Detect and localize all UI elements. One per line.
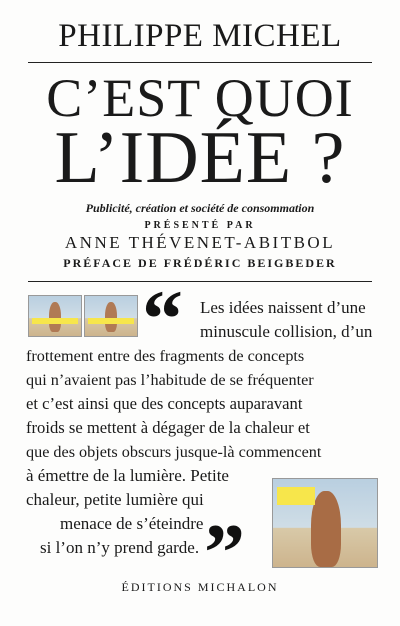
middle-divider bbox=[28, 281, 372, 282]
quote-line: que des objets obscurs jusque-là commencent bbox=[26, 443, 322, 461]
quote-line: qui n’avaient pas l’habitude de se fréquenter bbox=[26, 371, 314, 389]
title-line-1: C’EST QUOI bbox=[46, 68, 354, 128]
author-name: PHILIPPE MICHEL bbox=[58, 18, 342, 54]
beach-figure bbox=[311, 491, 341, 567]
quote-line: Les idées naissent d’une bbox=[200, 298, 366, 317]
quote-line: et c’est ainsi que des concepts auparavant bbox=[26, 394, 303, 413]
beach-figure bbox=[49, 302, 61, 332]
ad-photo-large bbox=[272, 478, 378, 568]
top-divider bbox=[28, 62, 372, 63]
preface-credit: PRÉFACE DE FRÉDÉRIC BEIGBEDER bbox=[63, 256, 337, 270]
beach-figure bbox=[105, 302, 117, 332]
quote-line: froids se mettent à dégager de la chaleur et bbox=[26, 418, 310, 437]
quote-line: à émettre de la lumière. Petite bbox=[26, 466, 229, 485]
subtitle: Publicité, création et société de consommation bbox=[85, 201, 315, 215]
publisher-name: ÉDITIONS MICHALON bbox=[121, 580, 279, 594]
close-quote-mark: ” bbox=[204, 507, 245, 598]
ad-thumbnail-1 bbox=[28, 295, 82, 337]
quote-line: chaleur, petite lumière qui bbox=[26, 490, 204, 509]
ad-thumbnail-2 bbox=[84, 295, 138, 337]
title-line-2: L’IDÉE ? bbox=[54, 117, 346, 199]
quote-line: menace de s’éteindre bbox=[60, 514, 204, 533]
open-quote-mark: “ bbox=[142, 273, 183, 364]
presented-by-label: PRÉSENTÉ PAR bbox=[144, 220, 256, 231]
editor-name: ANNE THÉVENET-ABITBOL bbox=[64, 233, 336, 252]
quote-line: frottement entre des fragments de concepts bbox=[26, 347, 305, 365]
quote-line: si l’on n’y prend garde. bbox=[40, 538, 200, 557]
quote-line: minuscule collision, d’un bbox=[200, 322, 373, 341]
ad-caption-tag bbox=[32, 318, 78, 324]
ad-caption-tag bbox=[88, 318, 134, 324]
ad-caption-tag bbox=[277, 487, 315, 505]
